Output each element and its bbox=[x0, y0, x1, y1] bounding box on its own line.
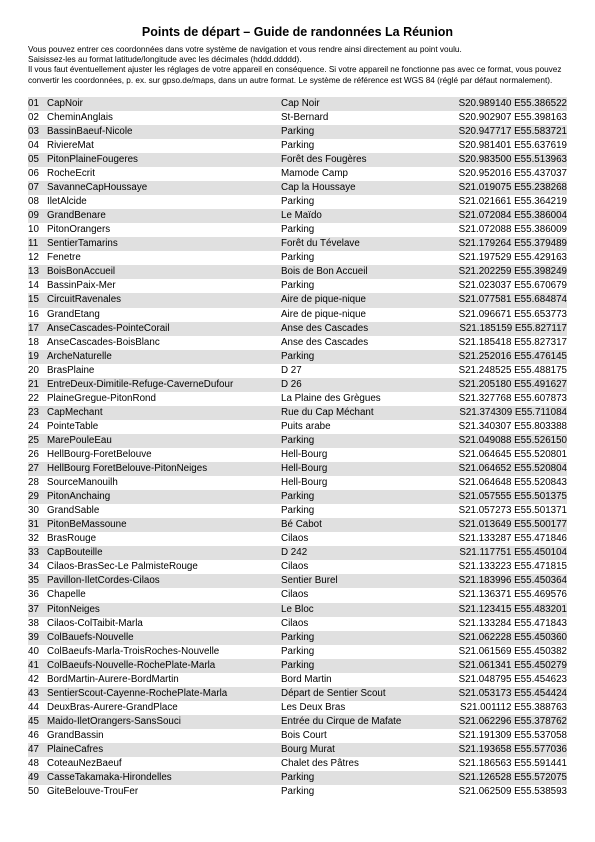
gps-coordinates: S21.064645 E55.520801 bbox=[458, 448, 567, 460]
start-location: Cap Noir bbox=[281, 97, 320, 109]
start-location: Parking bbox=[281, 252, 315, 264]
route-name: CoteauNezBaeuf bbox=[47, 758, 122, 770]
gps-coordinates: S21.117751 E55.450104 bbox=[459, 547, 567, 559]
row-number: 07 bbox=[28, 182, 39, 194]
row-number: 25 bbox=[28, 434, 39, 446]
table-row bbox=[28, 462, 567, 476]
table-row bbox=[28, 364, 567, 378]
row-number: 06 bbox=[28, 168, 39, 180]
gps-coordinates: S21.001112 E55.388763 bbox=[460, 701, 567, 713]
row-number: 29 bbox=[28, 491, 39, 503]
route-name: CapMechant bbox=[47, 406, 103, 418]
row-number: 39 bbox=[28, 631, 39, 643]
row-number: 48 bbox=[28, 758, 39, 770]
start-location: Entrée du Cirque de Mafate bbox=[281, 715, 402, 727]
gps-coordinates: S21.013649 E55.500177 bbox=[458, 519, 567, 531]
table-row bbox=[28, 378, 567, 392]
route-name: CircuitRavenales bbox=[47, 294, 122, 306]
route-name: BassinPaix-Mer bbox=[47, 280, 116, 292]
route-name: HellBourg ForetBelouve-PitonNeiges bbox=[47, 463, 208, 475]
row-number: 46 bbox=[28, 729, 39, 741]
row-number: 14 bbox=[28, 280, 39, 292]
start-location: Le Maïdo bbox=[281, 210, 322, 222]
gps-coordinates: S21.126528 E55.572075 bbox=[458, 772, 567, 784]
gps-coordinates: S21.191309 E55.537058 bbox=[458, 729, 567, 741]
intro-paragraph: Saisissez-les au format latitude/longitude avec les décimales (hddd.ddddd). bbox=[28, 55, 302, 65]
start-location: Parking bbox=[281, 786, 315, 798]
gps-coordinates: S20.952016 E55.437037 bbox=[458, 168, 567, 180]
row-number: 10 bbox=[28, 224, 39, 236]
start-location: Anse des Cascades bbox=[281, 322, 369, 334]
row-number: 45 bbox=[28, 715, 39, 727]
route-name: PitonOrangers bbox=[47, 224, 111, 236]
table-row bbox=[28, 237, 567, 251]
table-row bbox=[28, 490, 567, 504]
gps-coordinates: S21.185159 E55.827117 bbox=[459, 322, 567, 334]
gps-coordinates: S21.185418 E55.827317 bbox=[458, 336, 567, 348]
route-name: SourceManouilh bbox=[47, 477, 118, 489]
gps-coordinates: S21.049088 E55.526150 bbox=[458, 434, 567, 446]
table-row bbox=[28, 743, 567, 757]
gps-coordinates: S21.136371 E55.469576 bbox=[458, 589, 567, 601]
gps-coordinates: S21.048795 E55.454623 bbox=[458, 673, 567, 685]
table-row bbox=[28, 785, 567, 799]
route-name: CheminAnglais bbox=[47, 111, 113, 123]
gps-coordinates: S21.197529 E55.429163 bbox=[458, 252, 567, 264]
start-location: Bois Court bbox=[281, 729, 327, 741]
row-number: 03 bbox=[28, 125, 39, 137]
route-name: ArcheNaturelle bbox=[47, 350, 112, 362]
table-row bbox=[28, 308, 567, 322]
table-row bbox=[28, 729, 567, 743]
route-name: BoisBonAccueil bbox=[47, 266, 116, 278]
table-row bbox=[28, 420, 567, 434]
start-location: Cilaos bbox=[281, 617, 309, 629]
start-location: Aire de pique-nique bbox=[281, 308, 366, 320]
route-name: ColBaeufs-Marla-TroisRoches-Nouvelle bbox=[47, 645, 220, 657]
start-location: Aire de pique-nique bbox=[281, 294, 366, 306]
route-name: BordMartin-Aurere-BordMartin bbox=[47, 673, 179, 685]
route-name: Chapelle bbox=[47, 589, 86, 601]
gps-coordinates: S21.133223 E55.471815 bbox=[458, 561, 567, 573]
table-row bbox=[28, 560, 567, 574]
gps-coordinates: S21.202259 E55.398249 bbox=[458, 266, 567, 278]
start-location: Bois de Bon Accueil bbox=[281, 266, 368, 278]
row-number: 28 bbox=[28, 477, 39, 489]
table-row bbox=[28, 715, 567, 729]
table-row bbox=[28, 167, 567, 181]
row-number: 04 bbox=[28, 139, 39, 151]
table-row bbox=[28, 265, 567, 279]
start-location: Les Deux Bras bbox=[281, 701, 346, 713]
intro-text bbox=[28, 45, 567, 86]
route-name: RocheEcrit bbox=[47, 168, 95, 180]
route-name: AnseCascades-BoisBlanc bbox=[47, 336, 160, 348]
gps-coordinates: S21.248525 E55.488175 bbox=[458, 364, 567, 376]
intro-paragraph: Vous pouvez entrer ces coordonnées dans votre système de navigation et vous rendre ainsi directement au point voulu. bbox=[28, 45, 462, 54]
start-location: Parking bbox=[281, 772, 315, 784]
gps-coordinates: S21.179264 E55.379489 bbox=[458, 238, 567, 250]
start-location: Hell-Bourg bbox=[281, 477, 328, 489]
route-name: PitonNeiges bbox=[47, 603, 100, 615]
start-location: St-Bernard bbox=[281, 111, 329, 123]
table-row bbox=[28, 476, 567, 490]
row-number: 49 bbox=[28, 772, 39, 784]
table-row bbox=[28, 504, 567, 518]
start-location: Cilaos bbox=[281, 533, 309, 545]
route-name: MarePouleEau bbox=[47, 434, 112, 446]
table-row bbox=[28, 448, 567, 462]
start-location: Anse des Cascades bbox=[281, 336, 369, 348]
row-number: 50 bbox=[28, 786, 39, 798]
row-number: 20 bbox=[28, 364, 39, 376]
table-row bbox=[28, 659, 567, 673]
row-number: 19 bbox=[28, 350, 39, 362]
table-row bbox=[28, 251, 567, 265]
route-name: IletAlcide bbox=[47, 196, 87, 208]
gps-coordinates: S20.981401 E55.637619 bbox=[458, 139, 567, 151]
row-number: 09 bbox=[28, 210, 39, 222]
table-row bbox=[28, 518, 567, 532]
table-row bbox=[28, 673, 567, 687]
table-row bbox=[28, 322, 567, 336]
start-location: Parking bbox=[281, 659, 315, 671]
start-location: Parking bbox=[281, 280, 315, 292]
route-name: HellBourg-ForetBelouve bbox=[47, 448, 152, 460]
table-row bbox=[28, 293, 567, 307]
gps-coordinates: S21.374309 E55.711084 bbox=[459, 406, 567, 418]
table-row bbox=[28, 181, 567, 195]
route-name: EntreDeux-Dimitile-Refuge-CaverneDufour bbox=[47, 378, 234, 390]
table-row bbox=[28, 336, 567, 350]
gps-coordinates: S21.183996 E55.450364 bbox=[458, 575, 567, 587]
start-location: Départ de Sentier Scout bbox=[281, 687, 386, 699]
row-number: 26 bbox=[28, 448, 39, 460]
row-number: 22 bbox=[28, 392, 39, 404]
row-number: 08 bbox=[28, 196, 39, 208]
table-row bbox=[28, 392, 567, 406]
start-location: Puits arabe bbox=[281, 420, 331, 432]
gps-coordinates: S20.989140 E55.386522 bbox=[458, 97, 567, 109]
start-location: Le Bloc bbox=[281, 603, 314, 615]
route-name: Pavillon-IletCordes-Cilaos bbox=[47, 575, 160, 587]
start-location: Hell-Bourg bbox=[281, 463, 328, 475]
row-number: 01 bbox=[28, 97, 39, 109]
gps-coordinates: S21.327768 E55.607873 bbox=[458, 392, 567, 404]
gps-coordinates: S21.077581 E55.684874 bbox=[458, 294, 567, 306]
start-location: Bord Martin bbox=[281, 673, 332, 685]
start-location: Rue du Cap Méchant bbox=[281, 406, 374, 418]
start-location: Chalet des Pâtres bbox=[281, 758, 359, 770]
gps-coordinates: S21.205180 E55.491627 bbox=[458, 378, 567, 390]
table-row bbox=[28, 223, 567, 237]
route-name: ColBauefs-Nouvelle bbox=[47, 631, 134, 643]
route-name: BassinBaeuf-Nicole bbox=[47, 125, 133, 137]
row-number: 15 bbox=[28, 294, 39, 306]
table-row bbox=[28, 603, 567, 617]
route-name: AnseCascades-PointeCorail bbox=[47, 322, 170, 334]
route-name: GrandSable bbox=[47, 505, 100, 517]
row-number: 17 bbox=[28, 322, 39, 334]
table-row bbox=[28, 546, 567, 560]
row-number: 18 bbox=[28, 336, 39, 348]
start-location: D 26 bbox=[281, 378, 302, 390]
gps-coordinates: S21.072084 E55.386004 bbox=[458, 210, 567, 222]
gps-coordinates: S20.947717 E55.583721 bbox=[458, 125, 567, 137]
table-row bbox=[28, 687, 567, 701]
row-number: 38 bbox=[28, 617, 39, 629]
route-name: DeuxBras-Aurere-GrandPlace bbox=[47, 701, 178, 713]
route-name: GrandEtang bbox=[47, 308, 100, 320]
row-number: 02 bbox=[28, 111, 39, 123]
row-number: 34 bbox=[28, 561, 39, 573]
gps-coordinates: S21.133287 E55.471846 bbox=[458, 533, 567, 545]
route-name: Fenetre bbox=[47, 252, 81, 264]
start-location: Hell-Bourg bbox=[281, 448, 328, 460]
gps-coordinates: S21.023037 E55.670679 bbox=[458, 280, 567, 292]
row-number: 13 bbox=[28, 266, 39, 278]
gps-coordinates: S21.062228 E55.450360 bbox=[458, 631, 567, 643]
row-number: 12 bbox=[28, 252, 39, 264]
row-number: 16 bbox=[28, 308, 39, 320]
row-number: 23 bbox=[28, 406, 39, 418]
route-name: PlaineCafres bbox=[47, 743, 104, 755]
route-name: SavanneCapHoussaye bbox=[47, 182, 148, 194]
start-location: Mamode Camp bbox=[281, 168, 348, 180]
table-row bbox=[28, 97, 567, 111]
row-number: 21 bbox=[28, 378, 39, 390]
gps-coordinates: S21.133284 E55.471843 bbox=[458, 617, 567, 629]
table-row bbox=[28, 153, 567, 167]
start-location: Parking bbox=[281, 224, 315, 236]
start-location: Cilaos bbox=[281, 561, 309, 573]
route-name: GrandBassin bbox=[47, 729, 104, 741]
start-location: Forêt du Tévelave bbox=[281, 238, 360, 250]
gps-coordinates: S21.096671 E55.653773 bbox=[458, 308, 567, 320]
row-number: 05 bbox=[28, 154, 39, 165]
route-name: RiviereMat bbox=[47, 139, 94, 151]
route-name: PitonBeMassoune bbox=[47, 519, 127, 531]
row-number: 33 bbox=[28, 547, 39, 559]
table-row bbox=[28, 574, 567, 588]
row-number: 32 bbox=[28, 533, 39, 545]
gps-coordinates: S21.072088 E55.386009 bbox=[458, 224, 567, 236]
route-name: PitonAnchaing bbox=[47, 491, 111, 503]
row-number: 42 bbox=[28, 673, 39, 685]
gps-coordinates: S21.186563 E55.591441 bbox=[458, 758, 567, 770]
gps-coordinates: S21.062296 E55.378762 bbox=[458, 715, 567, 727]
start-location: Bé Cabot bbox=[281, 519, 322, 531]
table-row bbox=[28, 111, 567, 125]
start-location: Parking bbox=[281, 645, 315, 657]
table-row bbox=[28, 757, 567, 771]
route-name: CasseTakamaka-Hirondelles bbox=[47, 772, 172, 784]
start-location: Parking bbox=[281, 350, 315, 362]
start-location: Cilaos bbox=[281, 589, 309, 601]
start-location: Parking bbox=[281, 139, 315, 151]
row-number: 31 bbox=[28, 519, 39, 531]
route-name: Cilaos-ColTaibit-Marla bbox=[47, 617, 143, 629]
gps-coordinates: S21.021661 E55.364219 bbox=[458, 196, 567, 208]
gps-coordinates: S21.123415 E55.483201 bbox=[458, 603, 567, 615]
route-name: GrandBenare bbox=[47, 210, 106, 222]
table-row bbox=[28, 279, 567, 293]
route-name: ColBaeufs-Nouvelle-RochePlate-Marla bbox=[47, 659, 216, 671]
table-row bbox=[28, 139, 567, 153]
table-row bbox=[28, 195, 567, 209]
gps-coordinates: S21.061569 E55.450382 bbox=[458, 645, 567, 657]
start-location: Parking bbox=[281, 434, 315, 446]
table-row bbox=[28, 588, 567, 602]
table-row bbox=[28, 125, 567, 139]
start-location: D 27 bbox=[281, 364, 302, 376]
row-number: 37 bbox=[28, 603, 39, 615]
row-number: 30 bbox=[28, 505, 39, 517]
start-location: Sentier Burel bbox=[281, 575, 338, 587]
start-location: Parking bbox=[281, 505, 315, 517]
gps-coordinates: S21.019075 E55.238268 bbox=[458, 182, 567, 194]
start-location: Bourg Murat bbox=[281, 743, 335, 755]
table-row bbox=[28, 617, 567, 631]
route-name: SentierTamarins bbox=[47, 238, 118, 250]
gps-coordinates: S21.193658 E55.577036 bbox=[458, 743, 567, 755]
start-location: D 242 bbox=[281, 547, 308, 559]
start-location: Cap la Houssaye bbox=[281, 182, 356, 194]
route-name: CapNoir bbox=[47, 97, 83, 109]
table-row bbox=[28, 645, 567, 659]
table-row bbox=[28, 631, 567, 645]
table-row bbox=[28, 532, 567, 546]
gps-coordinates: S21.252016 E55.476145 bbox=[458, 350, 567, 362]
table-row bbox=[28, 406, 567, 420]
route-name: GiteBelouve-TrouFer bbox=[47, 786, 139, 798]
gps-coordinates: S21.062509 E55.538593 bbox=[458, 786, 567, 798]
gps-coordinates: S21.064652 E55.520804 bbox=[458, 463, 567, 475]
gps-coordinates: S21.057273 E55.501371 bbox=[458, 505, 567, 517]
start-location: Parking bbox=[281, 196, 315, 208]
route-name: SentierScout-Cayenne-RochePlate-Marla bbox=[47, 687, 228, 699]
row-number: 35 bbox=[28, 575, 39, 587]
row-number: 27 bbox=[28, 463, 39, 475]
document-title: Points de départ – Guide de randonnées La Réunion bbox=[141, 25, 454, 39]
table-row bbox=[28, 771, 567, 785]
start-location: La Plaine des Grègues bbox=[281, 392, 381, 404]
route-name: PitonPlaineFougeres bbox=[47, 154, 138, 165]
route-name: PointeTable bbox=[47, 420, 99, 432]
table-row bbox=[28, 209, 567, 223]
route-name: CapBouteille bbox=[47, 547, 103, 559]
row-number: 44 bbox=[28, 701, 39, 713]
gps-coordinates: S21.340307 E55.803388 bbox=[458, 420, 567, 432]
route-name: BrasRouge bbox=[47, 533, 97, 545]
row-number: 41 bbox=[28, 659, 39, 671]
table-row bbox=[28, 701, 567, 715]
route-name: PlaineGregue-PitonRond bbox=[47, 392, 156, 404]
row-number: 43 bbox=[28, 687, 39, 699]
gps-coordinates: S20.902907 E55.398163 bbox=[458, 111, 567, 123]
row-number: 11 bbox=[28, 238, 39, 250]
route-name: BrasPlaine bbox=[47, 364, 95, 376]
starting-points-table bbox=[28, 97, 567, 799]
start-location: Parking bbox=[281, 491, 315, 503]
start-location: Parking bbox=[281, 125, 315, 137]
start-location: Forêt des Fougères bbox=[281, 154, 367, 165]
gps-coordinates: S21.053173 E55.454424 bbox=[458, 687, 567, 699]
gps-coordinates: S21.057555 E55.501375 bbox=[458, 491, 567, 503]
row-number: 24 bbox=[28, 420, 39, 432]
gps-coordinates: S21.061341 E55.450279 bbox=[458, 659, 567, 671]
table-row bbox=[28, 434, 567, 448]
gps-coordinates: S21.064648 E55.520843 bbox=[458, 477, 567, 489]
intro-paragraph: Il vous faut éventuellement ajuster les réglages de votre appareil en conséquence. Si votre appareil ne fonctionne pas avec ce format, vous pouvez convertir les coordonnées, p. ex. sur gpso.de/maps, dans un autre format. Le système de référence est WGS 84 (réglé par défaut normalement). bbox=[28, 65, 562, 85]
route-name: Cilaos-BrasSec-Le PalmisteRouge bbox=[47, 561, 198, 573]
row-number: 40 bbox=[28, 645, 39, 657]
gps-coordinates: S20.983500 E55.513963 bbox=[458, 154, 567, 165]
row-number: 47 bbox=[28, 743, 39, 755]
table-row bbox=[28, 350, 567, 364]
route-name: Maido-IletOrangers-SansSouci bbox=[47, 715, 181, 727]
start-location: Parking bbox=[281, 631, 315, 643]
row-number: 36 bbox=[28, 589, 39, 601]
